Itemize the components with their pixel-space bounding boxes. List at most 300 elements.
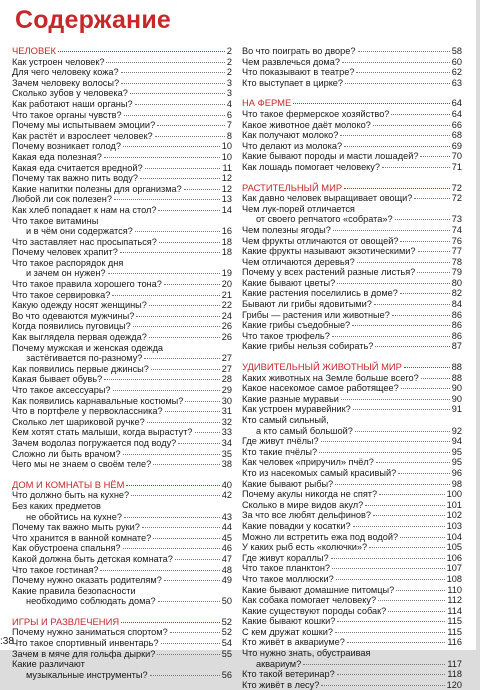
dot-leader <box>392 315 450 316</box>
toc-entry[interactable] <box>12 406 232 417</box>
toc-entry[interactable] <box>12 78 232 89</box>
toc-page-number: 2 <box>226 45 232 56</box>
dot-leader <box>58 51 225 52</box>
toc-entry[interactable] <box>242 500 462 511</box>
toc-entry[interactable] <box>12 438 232 449</box>
toc-entry[interactable] <box>242 78 462 89</box>
toc-entry[interactable] <box>242 585 462 596</box>
toc-entry-text: Грибы — растения или животные? <box>242 309 390 320</box>
toc-entry[interactable] <box>242 299 462 310</box>
toc-page-number: 91 <box>451 404 462 415</box>
toc-entry[interactable] <box>242 457 462 468</box>
toc-page-number: 49 <box>221 575 232 586</box>
toc-entry-text: Какую одежду носят женщины? <box>12 300 147 311</box>
dot-leader <box>164 284 220 285</box>
toc-entry[interactable] <box>242 236 462 247</box>
toc-entry[interactable] <box>12 490 232 501</box>
toc-page-number: 70 <box>451 151 462 162</box>
toc-entry[interactable] <box>242 489 462 500</box>
toc-entry[interactable] <box>242 310 462 321</box>
toc-entry[interactable] <box>12 173 232 184</box>
toc-page-number: 72 <box>451 181 462 193</box>
dot-leader <box>345 83 450 84</box>
toc-page-number: 117 <box>447 658 462 669</box>
toc-entry[interactable] <box>242 383 462 394</box>
toc-page-number: 112 <box>447 595 462 606</box>
dot-leader <box>149 337 220 338</box>
dot-leader <box>112 295 219 296</box>
toc-entry[interactable] <box>12 141 232 152</box>
toc-entry[interactable] <box>242 193 462 204</box>
toc-entry[interactable] <box>242 436 462 447</box>
dot-leader <box>123 548 220 549</box>
dot-leader <box>185 401 219 402</box>
dot-leader <box>395 219 450 220</box>
toc-entry[interactable] <box>242 46 462 57</box>
dot-leader <box>121 83 225 84</box>
toc-entry[interactable] <box>242 67 462 78</box>
toc-entry[interactable] <box>12 88 232 99</box>
toc-entry-text: Что должно быть на кухне? <box>12 490 130 501</box>
toc-entry[interactable] <box>12 332 232 343</box>
toc-entry-text: Почему акулы никогда не спят? <box>242 489 378 500</box>
toc-entry[interactable] <box>12 67 232 78</box>
toc-entry-text: Что такое аксессуары? <box>12 385 111 395</box>
toc-entry[interactable] <box>242 574 462 585</box>
toc-page-number: 11 <box>222 162 232 173</box>
dot-leader <box>374 304 450 305</box>
toc-entry[interactable] <box>12 258 232 279</box>
toc-entry[interactable] <box>242 204 462 225</box>
dot-leader <box>155 136 225 137</box>
toc-entry[interactable] <box>242 669 462 680</box>
toc-entry-text: У каких рыб есть «колючки»? <box>242 542 368 553</box>
toc-page-number: 7 <box>226 120 232 131</box>
dot-leader <box>335 484 450 485</box>
toc-entry[interactable] <box>242 510 462 521</box>
toc-page-number: 104 <box>446 531 462 542</box>
dot-leader <box>159 242 220 243</box>
toc-entry-text: Как человек «приручил» пчёл? <box>242 457 374 468</box>
dot-leader <box>332 336 450 337</box>
toc-entry-text: Что показывают в театре? <box>242 67 355 78</box>
dot-leader <box>369 547 445 548</box>
toc-entry-text: Зачем в мяче для гольфа дырки? <box>12 648 156 659</box>
toc-entry[interactable] <box>242 479 462 490</box>
toc-entry[interactable] <box>12 543 232 554</box>
toc-entry-text: Почему возникает голод? <box>12 141 121 152</box>
dot-leader <box>157 654 219 655</box>
toc-entry[interactable] <box>12 290 232 301</box>
toc-page-number: 22 <box>221 300 232 311</box>
toc-entry[interactable] <box>12 343 232 364</box>
toc-entry[interactable] <box>242 627 462 638</box>
toc-page-number: 98 <box>451 478 462 489</box>
toc-entry[interactable] <box>242 447 462 458</box>
toc-entry-text: Какие повадки у косатки? <box>242 520 351 531</box>
toc-page-number: 68 <box>451 130 462 141</box>
toc-page-number: 79 <box>451 267 462 278</box>
toc-entry-text: Почему так важно мыть руки? <box>12 522 140 533</box>
dot-leader <box>333 230 450 231</box>
toc-entry[interactable] <box>242 542 462 553</box>
toc-entry[interactable] <box>12 501 232 522</box>
dot-leader <box>165 411 220 412</box>
toc-entry[interactable] <box>242 553 462 564</box>
toc-entry[interactable] <box>12 627 232 638</box>
toc-page-number: 55 <box>221 648 232 659</box>
toc-page-number: 48 <box>221 564 232 575</box>
toc-page-number: 96 <box>451 467 462 478</box>
dot-leader <box>336 579 445 580</box>
dot-leader <box>401 388 450 389</box>
toc-entry-text: Что такое гостиная? <box>12 564 99 575</box>
toc-page-number: 80 <box>451 277 462 288</box>
toc-entry[interactable] <box>242 373 462 384</box>
toc-entry[interactable] <box>242 404 462 415</box>
toc-section-heading[interactable] <box>12 480 232 491</box>
dot-leader <box>400 537 445 538</box>
toc-page-number: 20 <box>221 279 232 290</box>
toc-entry[interactable] <box>242 394 462 405</box>
toc-entry-text: Кто выступает в цирке? <box>242 77 344 88</box>
dot-leader <box>357 262 450 263</box>
toc-entry[interactable] <box>12 364 232 375</box>
toc-page-number: 50 <box>221 596 232 607</box>
dot-leader <box>104 379 220 380</box>
toc-entry-text: Почему так важно пить воду? <box>12 173 138 184</box>
toc-entry-text: Какое животное даёт молоко? <box>242 119 371 130</box>
dot-leader <box>131 495 220 496</box>
toc-entry-text: Кто такой ветеринар? <box>242 669 335 680</box>
dot-leader <box>133 326 220 327</box>
toc-entry-text: Чем отличаются деревья? <box>242 256 355 267</box>
toc-entry[interactable] <box>12 120 232 131</box>
toc-entry-text: Что такое сервировка? <box>12 289 111 300</box>
toc-entry[interactable] <box>12 659 232 680</box>
toc-entry[interactable] <box>242 257 462 268</box>
toc-entry[interactable] <box>242 680 462 690</box>
toc-entry-text: Чем развлечься дома? <box>242 56 340 67</box>
dot-leader <box>342 62 450 63</box>
toc-entry-text: Что в портфеле у первоклассника? <box>12 406 163 417</box>
toc-section-heading[interactable] <box>242 183 462 194</box>
toc-page-number: 58 <box>451 46 462 56</box>
toc-page-number: 21 <box>221 289 232 300</box>
toc-entry-text: Без каких предметов <box>12 500 101 511</box>
toc-page-number: 84 <box>451 299 462 310</box>
toc-page-number: 14 <box>221 204 232 215</box>
dot-leader <box>293 103 449 104</box>
toc-entry-text: Можно ли встретить ежа под водой? <box>242 531 399 542</box>
toc-entry[interactable] <box>12 449 232 460</box>
toc-entry[interactable] <box>12 163 232 174</box>
toc-entry-text: Как устроен человек? <box>12 56 105 67</box>
toc-entry-text: Кто живёт в лесу? <box>242 679 320 690</box>
toc-page-number: 6 <box>226 109 232 120</box>
toc-page-number: 86 <box>451 330 462 341</box>
toc-entry[interactable] <box>12 374 232 385</box>
toc-entry[interactable] <box>242 637 462 648</box>
toc-entry-text: застёгивается по-разному? <box>26 353 143 364</box>
toc-entry[interactable] <box>242 109 462 120</box>
toc-entry-text: Что хранится в ванной комнате? <box>12 532 152 543</box>
dot-leader <box>400 293 450 294</box>
toc-left-column <box>12 46 232 680</box>
dot-leader <box>170 632 220 633</box>
toc-section-heading[interactable] <box>12 46 232 57</box>
dot-leader <box>158 210 219 211</box>
toc-entry[interactable] <box>12 649 232 660</box>
toc-page-number: 74 <box>451 224 462 235</box>
toc-entry[interactable] <box>12 417 232 428</box>
toc-page-number: 52 <box>221 615 232 627</box>
toc-entry[interactable] <box>242 648 462 669</box>
toc-page-number: 73 <box>451 214 462 225</box>
toc-page-number: 78 <box>451 256 462 267</box>
dot-leader <box>120 252 220 253</box>
toc-entry-text: Какие бывают рыбы? <box>242 478 334 489</box>
dot-leader <box>378 600 445 601</box>
toc-entry[interactable] <box>12 184 232 195</box>
toc-section-heading[interactable] <box>12 617 232 628</box>
toc-entry[interactable] <box>242 225 462 236</box>
toc-entry[interactable] <box>242 130 462 141</box>
dot-leader <box>335 632 445 633</box>
toc-entry[interactable] <box>242 331 462 342</box>
dot-leader <box>124 517 220 518</box>
toc-page-number: 13 <box>221 194 232 205</box>
toc-entry-text: Как обустроена спальня? <box>12 543 121 554</box>
toc-entry[interactable] <box>12 396 232 407</box>
toc-section-heading[interactable] <box>242 362 462 373</box>
toc-entry[interactable] <box>242 120 462 131</box>
toc-page-number: 101 <box>446 499 462 510</box>
toc-entry-text: Где живут пчёлы? <box>242 436 319 447</box>
toc-entry[interactable] <box>12 237 232 248</box>
toc-entry[interactable] <box>12 533 232 544</box>
toc-entry[interactable] <box>242 532 462 543</box>
toc-entry[interactable] <box>12 565 232 576</box>
toc-page-number: 19 <box>221 268 232 279</box>
dot-leader <box>135 104 225 105</box>
toc-entry-text: Что такое витамины <box>12 215 99 226</box>
toc-entry[interactable] <box>12 575 232 586</box>
toc-entry[interactable] <box>242 616 462 627</box>
toc-entry[interactable] <box>242 320 462 331</box>
toc-page-number: 4 <box>226 98 232 109</box>
dot-leader <box>373 515 445 516</box>
dot-leader <box>365 505 444 506</box>
toc-page-number: 115 <box>447 626 462 637</box>
toc-entry[interactable] <box>242 57 462 68</box>
toc-entry[interactable] <box>242 415 462 436</box>
dot-leader <box>104 157 220 158</box>
toc-entry[interactable] <box>12 522 232 533</box>
toc-entry[interactable] <box>242 278 462 289</box>
dot-leader <box>114 199 220 200</box>
dot-leader <box>337 621 445 622</box>
toc-entry-text: Какие существуют породы собак? <box>242 605 387 616</box>
toc-entry[interactable] <box>12 459 232 470</box>
toc-entry-text: Что заставляет нас просыпаться? <box>12 236 157 247</box>
toc-page-number: 16 <box>221 226 232 237</box>
toc-page-number: 29 <box>221 385 232 395</box>
toc-entry[interactable] <box>242 246 462 257</box>
dot-leader <box>149 305 220 306</box>
toc-entry[interactable] <box>12 385 232 396</box>
dot-leader <box>153 464 220 465</box>
toc-entry-text: Какая еда считается вредной? <box>12 162 143 173</box>
toc-entry[interactable] <box>12 554 232 565</box>
toc-page-number: 76 <box>451 235 462 246</box>
toc-page-number: 94 <box>451 436 462 447</box>
dot-leader <box>375 346 449 347</box>
dot-leader <box>184 189 220 190</box>
dot-leader <box>145 168 221 169</box>
toc-entry[interactable] <box>12 152 232 163</box>
dot-leader <box>421 378 450 379</box>
toc-page-number: 10 <box>221 141 232 152</box>
dot-leader <box>347 642 445 643</box>
toc-entry-text: музыкальные инструменты? <box>26 669 148 680</box>
toc-entry-text: Как растёт и взрослеет человек? <box>12 130 153 141</box>
toc-page-number: 27 <box>221 353 232 364</box>
toc-entry-text: Чем фрукты отличаются от овощей? <box>242 235 399 246</box>
toc-section-heading[interactable] <box>242 98 462 109</box>
toc-entry[interactable] <box>12 311 232 322</box>
toc-entry-text: Почему у всех растений разные листья? <box>242 267 416 278</box>
dot-leader <box>391 114 449 115</box>
dot-leader <box>121 622 219 623</box>
toc-entry[interactable] <box>12 321 232 332</box>
toc-entry[interactable] <box>242 162 462 173</box>
toc-entry[interactable] <box>242 468 462 479</box>
toc-page-number: 2 <box>226 56 232 67</box>
toc-entry-text: Где живут кораллы? <box>242 552 329 563</box>
dot-leader <box>130 93 225 94</box>
toc-page-number: 27 <box>221 363 232 374</box>
toc-entry-text: и зачем он нужен? <box>26 268 106 279</box>
toc-entry-text: Зачем водолаз погружается под воду? <box>12 437 177 448</box>
toc-entry[interactable] <box>242 288 462 299</box>
toc-entry-text: Какие грибы нельзя собирать? <box>242 341 374 352</box>
page-number: :38 <box>0 636 14 647</box>
dot-leader <box>147 422 220 423</box>
toc-page-number: 95 <box>451 446 462 457</box>
toc-entry[interactable] <box>12 279 232 290</box>
dot-leader <box>396 590 445 591</box>
dot-leader <box>136 316 219 317</box>
dot-leader <box>124 115 225 116</box>
toc-page-number: 8 <box>226 130 232 141</box>
toc-entry[interactable] <box>12 57 232 68</box>
dot-leader <box>321 685 444 686</box>
toc-page-number: 118 <box>447 669 462 680</box>
toc-page-number: 30 <box>221 395 232 406</box>
toc-entry[interactable] <box>12 586 232 607</box>
toc-page-number: 24 <box>221 310 232 321</box>
dot-leader <box>417 272 449 273</box>
toc-entry-text: Почему мужская и женская одежда <box>12 342 164 353</box>
dot-leader <box>150 675 220 676</box>
dot-leader <box>142 527 220 528</box>
toc-page-number: 100 <box>446 489 462 500</box>
toc-entry-text: Какие бывают кошки? <box>242 616 336 627</box>
toc-entry-text: Кто такие пчёлы? <box>242 446 318 457</box>
toc-entry[interactable] <box>12 131 232 142</box>
toc-page-number: 43 <box>221 511 232 522</box>
toc-page-number: 107 <box>446 563 462 574</box>
toc-page-number: 108 <box>446 573 462 584</box>
toc-entry[interactable] <box>12 216 232 237</box>
toc-page-number: 66 <box>451 119 462 130</box>
dot-leader <box>108 273 220 274</box>
dot-leader <box>352 325 450 326</box>
toc-entry-text: от своего репчатого «собрата»? <box>256 214 393 225</box>
toc-entry-text: Любой ли сок полезен? <box>12 194 112 205</box>
toc-entry[interactable] <box>242 521 462 532</box>
toc-entry-text: Как появились карнавальные костюмы? <box>12 395 184 406</box>
toc-page-number: 95 <box>451 457 462 468</box>
toc-page-number: 86 <box>451 309 462 320</box>
toc-page-number: 18 <box>221 236 232 247</box>
toc-entry[interactable] <box>12 110 232 121</box>
toc-entry[interactable] <box>12 427 232 438</box>
toc-entry[interactable] <box>242 141 462 152</box>
dot-leader <box>398 473 450 474</box>
toc-entry-text: Как появились первые джинсы? <box>12 363 149 374</box>
toc-page-number: 92 <box>451 425 462 436</box>
toc-entry-text: Зачем человеку волосы? <box>12 77 120 88</box>
toc-entry[interactable] <box>12 247 232 258</box>
toc-entry-text: Какие бывают породы и масти лошадей? <box>242 151 419 162</box>
toc-page-number: 63 <box>451 77 462 88</box>
toc-entry[interactable] <box>12 205 232 216</box>
dot-leader <box>164 580 220 581</box>
toc-entry-text: Какое насекомое самое работящее? <box>242 383 399 394</box>
toc-entry-text: Что такое фермерское хозяйство? <box>242 108 390 119</box>
toc-entry[interactable] <box>12 99 232 110</box>
toc-entry-text: Чем лук-порей отличается <box>242 203 355 214</box>
toc-entry-text: Что такое спортивный инвентарь? <box>12 638 159 649</box>
toc-entry[interactable] <box>242 606 462 617</box>
toc-entry-text: Как устроен муравейник? <box>242 404 351 415</box>
toc-entry[interactable] <box>242 563 462 574</box>
toc-entry-text: Сколько в мире видов акул? <box>242 499 364 510</box>
toc-entry-text: Как давно человек выращивает овощи? <box>242 193 413 204</box>
toc-entry[interactable] <box>242 341 462 352</box>
toc-entry[interactable] <box>242 595 462 606</box>
toc-entry[interactable] <box>242 267 462 278</box>
toc-entry-text: За что все любят дельфинов? <box>242 510 372 521</box>
toc-page-number: 12 <box>221 183 232 194</box>
toc-entry[interactable] <box>12 638 232 649</box>
toc-entry[interactable] <box>12 194 232 205</box>
toc-entry-text: Каких животных на Земле больше всего? <box>242 372 419 383</box>
toc-entry-text: Как работают наши органы? <box>12 98 133 109</box>
toc-page-number: 3 <box>226 77 232 88</box>
toc-page-number: 62 <box>451 67 462 78</box>
toc-entry[interactable] <box>242 151 462 162</box>
toc-entry-text: Кто из насекомых самый красивый? <box>242 467 397 478</box>
toc-entry[interactable] <box>12 300 232 311</box>
dot-leader <box>341 399 450 400</box>
dot-leader <box>175 559 220 560</box>
dot-leader <box>376 462 450 463</box>
toc-page-number: 90 <box>451 383 462 394</box>
dot-leader <box>135 231 220 232</box>
